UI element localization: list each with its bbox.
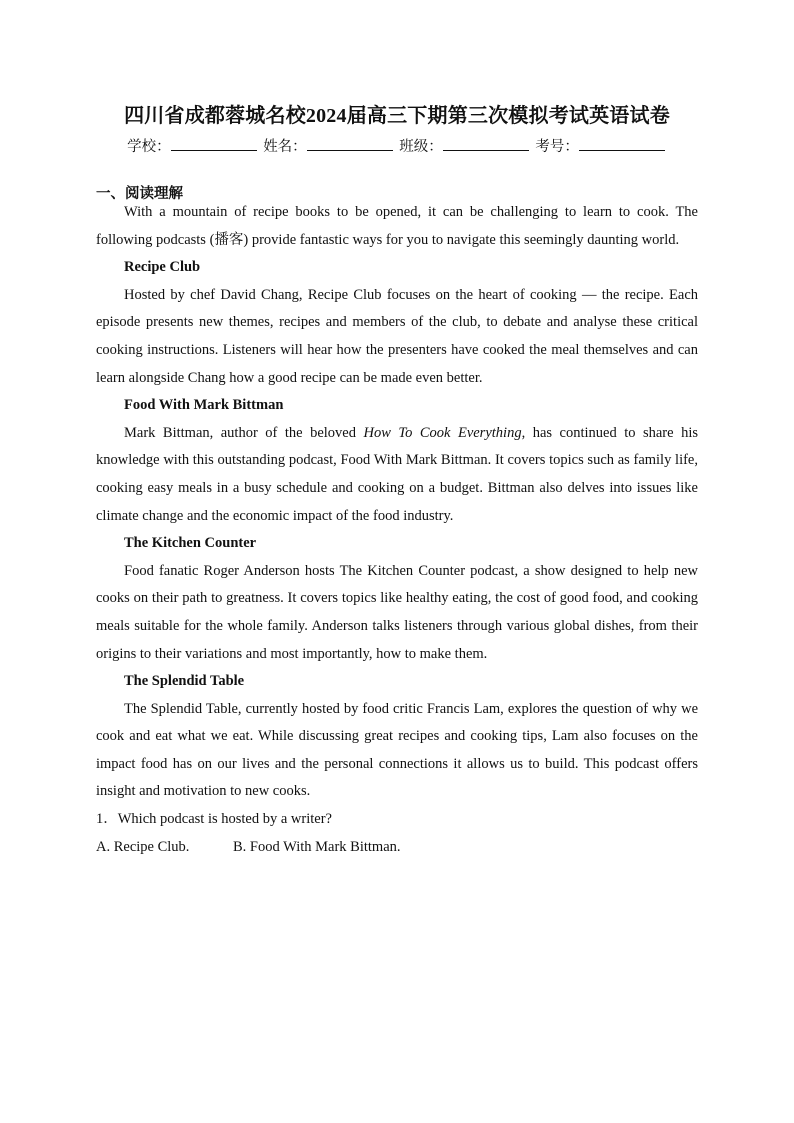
option-b[interactable]: B. Food With Mark Bittman. (233, 838, 401, 855)
description-text: , has continued to share his knowledge with this outstanding podcast, Food With Mark Bittman. It covers topics such as family life, cooking easy meals in a busy schedule and cooking on a budget. Bittman also delves into issues like climate change and the economic impact of the food industry. (96, 424, 698, 524)
podcast-heading: Recipe Club (124, 259, 201, 276)
reading-passage (96, 199, 698, 861)
exam-number-blank[interactable] (579, 136, 665, 151)
class-blank[interactable] (443, 136, 529, 151)
book-title: How To Cook Everything (363, 424, 522, 441)
exam-title: 四川省成都蓉城名校2024届高三下期第三次模拟考试英语试卷 (124, 105, 670, 127)
question-text: Which podcast is hosted by a writer? (117, 811, 332, 828)
school-label: 学校： (127, 139, 171, 155)
question (96, 806, 698, 834)
section-title: 一、阅读理解 (96, 186, 183, 202)
passage-intro: With a mountain of recipe books to be opened, it can be challenging to learn to cook. The following podcasts (播客) provide fantastic ways for you to navigate this seemingly daunting world. (96, 204, 698, 248)
description-text: Mark Bittman, author of the beloved (124, 424, 364, 441)
class-label: 班级： (399, 139, 443, 155)
name-label: 姓名： (263, 139, 307, 155)
name-blank[interactable] (307, 136, 393, 151)
exam-number-label: 考号： (535, 139, 579, 155)
question-number: 1． (96, 811, 118, 828)
podcast-heading: The Splendid Table (124, 673, 245, 690)
podcast-heading: The Kitchen Counter (124, 535, 257, 552)
student-info-line (0, 135, 794, 156)
podcast-description (96, 420, 698, 530)
podcast-heading: Food With Mark Bittman (124, 397, 284, 414)
podcast-description: The Splendid Table, currently hosted by food critic Francis Lam, explores the question of why we cook and eat what we eat. While discussing great recipes and cooking tips, Lam also focuses on the impact food has on our lives and the personal connections it allows us to build. This podcast offers insight and motivation to new cooks. (96, 700, 698, 800)
podcast-description: Hosted by chef David Chang, Recipe Club focuses on the heart of cooking — the recipe. Each episode presents new themes, recipes and members of the club, to debate and analyse these critical cooking instructions. Listeners will hear how the presenters have cooked the meal themselves and can learn alongside Chang how a good recipe can be made even better. (96, 286, 698, 386)
answer-options (96, 834, 698, 862)
option-a[interactable]: A. Recipe Club. (96, 838, 190, 855)
podcast-description: Food fanatic Roger Anderson hosts The Kitchen Counter podcast, a show designed to help new cooks on their path to greatness. It covers topics like healthy eating, the cost of good food, and cooking meals suitable for the whole family. Anderson talks listeners through various global dishes, from their origins to their variations and most importantly, how to make them. (96, 562, 698, 662)
school-blank[interactable] (171, 136, 257, 151)
